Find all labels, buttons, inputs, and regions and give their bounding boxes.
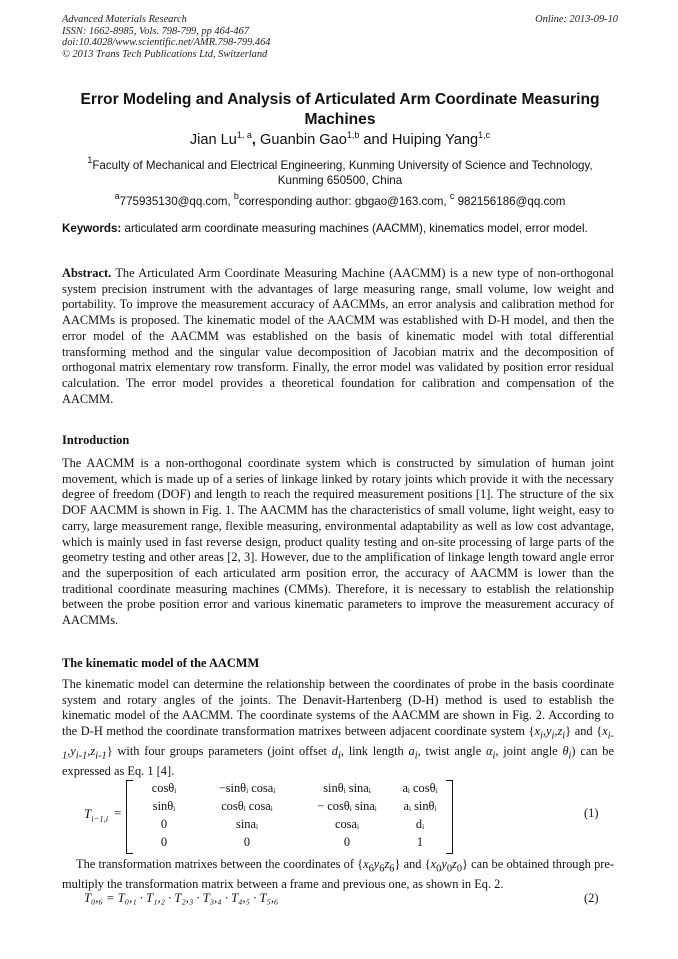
math-var: z [90, 744, 96, 759]
email-a: 775935130@qq.com, [119, 195, 234, 208]
kinematic-text: ) can be expressed as Eq. 1 [4]. [62, 744, 614, 779]
math-comma: , [542, 724, 546, 739]
abstract-text: The Articulated Arm Coordinate Measuring Machine (AACMM) is a new type of non-orthogonal system precision instrument with the advantages of large measuring range, small volume, low weight and portability. To improve the measurement accuracy of AACMMs, an error analysis and calibration method for AACMMs is proposed. The kinematic model of the AACMM was established with D-H model, and then the error model of the AACMM was established on the basis of kinematic model with total differential transforming method and the singular value decomposition of Jacobian matrix and the decomposition of orthogonal matrix elementary row transform. Finally, the error model was validated by position error residual calculation. The error model provides a theoretical foundation for calibration and compensation of the AACMM. [62, 266, 614, 406]
matrix-cell: aᵢ sinθᵢ [403, 799, 437, 813]
math-sub: 0 [436, 863, 442, 875]
math-sub: 0 [446, 863, 452, 875]
transform-text: } can be obtained through pre-multiply the transformation matrix between a frame and previous one, as shown in Eq. 2. [62, 857, 615, 892]
abstract [62, 266, 614, 407]
author-separator: and [359, 132, 392, 148]
affil-line-1: Faculty of Mechanical and Electrical Engineering, Kunming University of Science and Technology, [92, 159, 593, 172]
matrix-cell: 0 [160, 817, 168, 831]
math-sub: i [562, 730, 566, 742]
math-var: y [545, 724, 552, 739]
math-sub: i [568, 750, 572, 762]
affil-line-2: Kunming 650500, China [277, 174, 403, 187]
math-var: a [408, 744, 415, 759]
author-emails [62, 191, 618, 209]
keywords-label: Keywords: [62, 222, 122, 235]
author-name: Jian Lu [189, 132, 237, 148]
math-sub: i [337, 750, 341, 762]
affil-mark: 1 [87, 155, 93, 165]
matrix-cell: 1 [416, 835, 424, 849]
matrix-row [134, 799, 446, 817]
kinematic-text: The kinematic model can determine the relationship between the coordinates of probe in the basis coordinate system and rotary angles of the joints. The Denavit-Hartenberg (D-H) method is used to establish the kinematic model of the AACMM. The coordinate systems of the AACMM are shown in Fig. 2. According to the D-H method the coordinate transformation matrixes between adjacent coordinate system { [62, 677, 614, 739]
math-sub: i [492, 750, 496, 762]
matrix-cell: aᵢ cosθᵢ [402, 781, 438, 795]
eq1-equals: = [114, 805, 122, 820]
math-sub: i-1 [62, 730, 614, 762]
transform-text: } and { [394, 857, 431, 871]
section-heading-kinematic: The kinematic model of the AACMM [62, 656, 260, 670]
email-b: corresponding author: gbgao@163.com, [238, 195, 450, 208]
matrix-cell: sinaᵢ [236, 817, 258, 831]
transform-text: The transformation matrixes between the coordinates of { [76, 857, 364, 871]
equation-2: T₀,₆ = T₀,₁ · T₁,₂ · T₂,₃ · T₃,₄ · T₄,₅ · T₅,₆ [84, 891, 279, 905]
keywords [62, 222, 614, 237]
kinematic-text: , link length [340, 744, 409, 759]
kinematic-text: , joint angle [495, 744, 563, 759]
matrix-cell: − cosθᵢ sinaᵢ [317, 799, 377, 813]
matrix-left-bracket [126, 780, 133, 854]
kinematic-text: , twist angle [417, 744, 487, 759]
math-sub: 0 [456, 863, 462, 875]
kinematic-paragraph [62, 677, 614, 780]
math-var: z [557, 724, 563, 739]
math-var: x [602, 724, 608, 739]
equation-number-2: (2) [584, 891, 599, 905]
math-comma: , [67, 744, 71, 759]
keywords-text: articulated arm coordinate measuring machines (AACMM), kinematics model, error model. [121, 222, 588, 235]
email-mark: a [114, 191, 120, 201]
math-var: x [363, 857, 369, 871]
math-sub: i [539, 730, 543, 742]
math-var: y [70, 744, 76, 759]
matrix-cell: 0 [343, 835, 351, 849]
math-sub: i [414, 750, 418, 762]
matrix-cell: 0 [160, 835, 168, 849]
matrix-cell: 0 [243, 835, 251, 849]
author-affil-mark: 1, a [236, 130, 252, 140]
math-sub: 6 [389, 863, 395, 875]
matrix-cell: cosaᵢ [334, 817, 360, 831]
math-var: x [534, 724, 540, 739]
math-var: y [441, 857, 447, 871]
author-affil-mark: 1,c [478, 130, 491, 140]
copyright-line: © 2013 Trans Tech Publications Ltd, Switzerland [62, 48, 268, 60]
math-sub: i [551, 730, 555, 742]
math-sub: 6 [379, 863, 385, 875]
math-var: d [331, 744, 338, 759]
abstract-label: Abstract. [62, 266, 112, 280]
section-heading-introduction: Introduction [62, 433, 130, 447]
eq1-lhs [84, 806, 108, 824]
matrix-right-bracket [446, 780, 453, 854]
doi-line: doi:10.4028/www.scientific.net/AMR.798-799.464 [62, 37, 271, 48]
math-var: x [430, 857, 437, 871]
online-date: Online: 2013-09-10 [535, 14, 618, 25]
email-mark: b [233, 191, 239, 201]
author-list [62, 130, 618, 150]
introduction-paragraph: The AACMM is a non-orthogonal coordinate system which is constructed by simulation of human joint movement, which is made up of a series of linkage linked by rotary joints which provide it with the necessary degree of freedom (DOF) and length to reach the required measurement positions [1]. The structure of the six DOF AACMM is shown in Fig. 1. The AACMM has the characteristics of small volume, light weight, easy to carry, large measurement range, flexible measuring, environmental adaptability as well as low cost advantage, which is mainly used in fast reverse design, product quality testing and on-site processing of large parts of the geometry testing and other areas [2, 3]. However, due to the amplification of linkage length toward angle error and the superposition of each articulated arm position error, the accuracy of AACMM is lower than the traditional coordinate measuring machines (CMMs). Therefore, it is necessary to establish the relationship between the probe position error and various kinematic parameters to improve the measurement accuracy of AACMMs. [62, 456, 614, 628]
email-mark: c [449, 191, 455, 201]
matrix-row [134, 817, 446, 835]
transform-paragraph [62, 857, 614, 893]
journal-header [62, 14, 618, 60]
affiliation [62, 155, 618, 188]
matrix-cell: cosθᵢ cosaᵢ [221, 799, 273, 813]
math-var: α [486, 744, 493, 759]
math-sub: i-1 [75, 750, 88, 762]
author-name: Guanbin Gao [260, 132, 347, 148]
math-sub: i-1 [95, 750, 107, 762]
matrix-cell: −sinθᵢ cosaᵢ [218, 781, 276, 795]
equation-1 [84, 778, 614, 854]
math-comma: , [87, 744, 91, 759]
kinematic-text: } with four groups parameters (joint offset [106, 744, 332, 759]
email-c: 982156186@qq.com [454, 195, 566, 208]
math-comma: , [554, 724, 558, 739]
math-var: z [384, 857, 390, 871]
math-var: θ [562, 744, 569, 759]
matrix-cell: sinθᵢ [152, 799, 176, 813]
author-separator: , [251, 132, 261, 148]
issn-line: ISSN: 1662-8985, Vols. 798-799, pp 464-467 [62, 25, 250, 37]
matrix-row [134, 835, 446, 853]
math-var: y [373, 857, 380, 871]
matrix-cell: dᵢ [415, 817, 425, 831]
matrix-row [134, 781, 446, 799]
matrix-cell: cosθᵢ [151, 781, 177, 795]
math-var: z [452, 857, 457, 871]
author-affil-mark: 1,b [346, 130, 360, 140]
author-name: Huiping Yang [391, 132, 479, 148]
equation-number-1: (1) [584, 806, 599, 820]
eq1-lhs-subscript: i−1,i [91, 813, 109, 824]
math-sub: 6 [368, 863, 374, 875]
matrix-cell: sinθᵢ sinaᵢ [323, 781, 371, 795]
journal-name: Advanced Materials Research [62, 14, 187, 25]
paper-title: Error Modeling and Analysis of Articulated Arm Coordinate Measuring Machines [80, 91, 600, 128]
kinematic-text: } and { [565, 724, 603, 739]
eq1-lhs-symbol: T [84, 806, 92, 821]
